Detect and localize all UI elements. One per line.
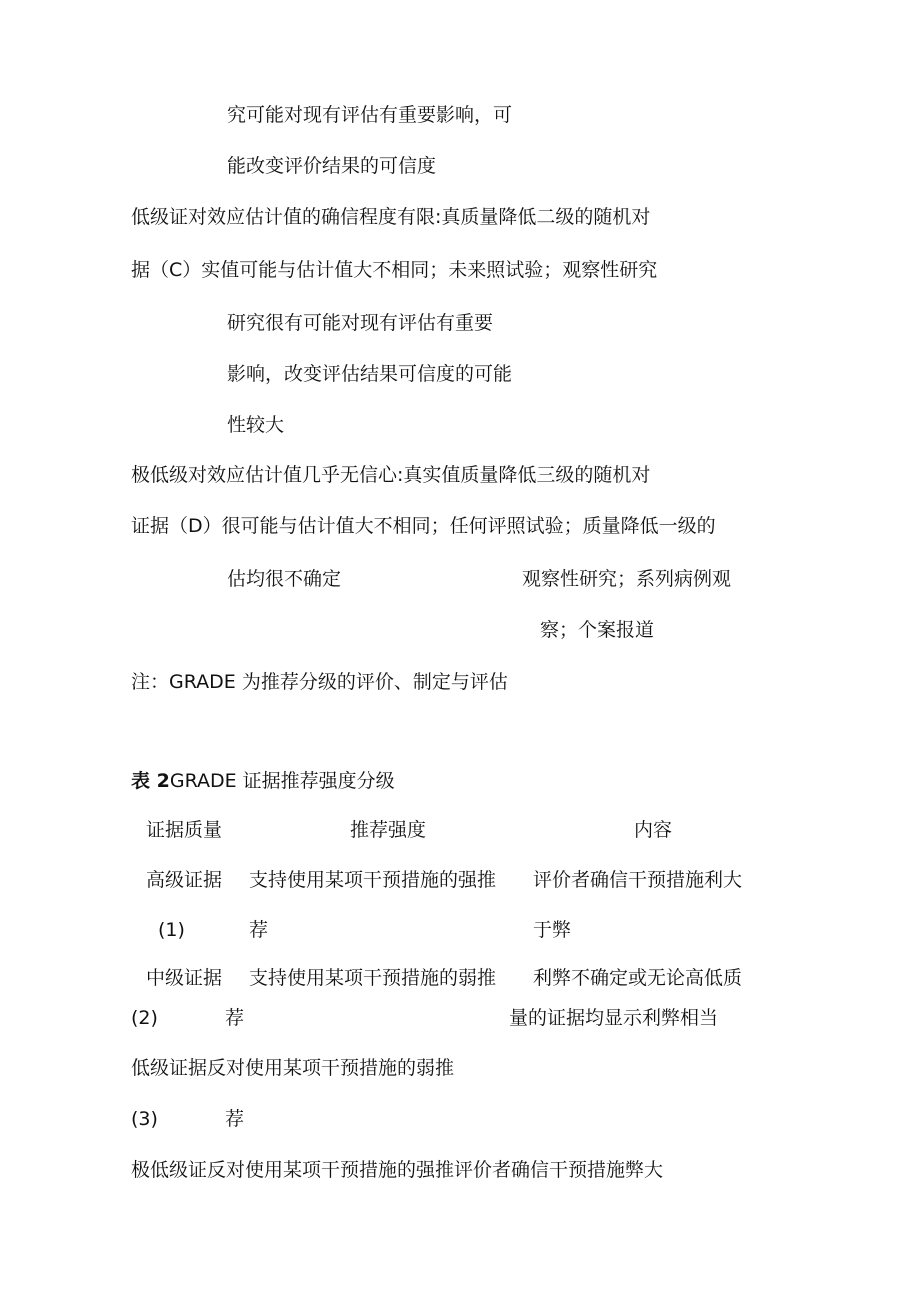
table2-cell: 极低级证反对使用某项干预措施的强推评价者确信干预措施弊大	[131, 1159, 664, 1181]
table2-cell: 中级证据	[146, 967, 223, 989]
table2-cell: (1)	[158, 919, 185, 941]
table1-text-line: 观察性研究；系列病例观	[522, 568, 732, 590]
table2-header-quality: 证据质量	[146, 819, 223, 841]
table2-cell: 支持使用某项干预措施的弱推	[249, 967, 497, 989]
table2-cell: (2)	[131, 1007, 158, 1029]
table2-cell: 高级证据	[146, 869, 223, 891]
table2-cell: 于弊	[533, 919, 572, 941]
table1-text-line: 察；个案报道	[540, 619, 655, 641]
table1-text-line: 据（C）实值可能与估计值大不相同；未来照试验；观察性研究	[131, 259, 658, 281]
table2-header-content: 内容	[634, 819, 673, 841]
table1-text-line: 证据（D）很可能与估计值大不相同；任何评照试验；质量降低一级的	[131, 515, 716, 537]
table2-title-number: 表 2	[131, 770, 170, 792]
table2-header-strength: 推荐强度	[350, 819, 427, 841]
table2-cell: (3)	[131, 1108, 158, 1130]
table2-cell: 低级证据反对使用某项干预措施的弱推	[131, 1057, 455, 1079]
table2-cell: 评价者确信干预措施利大	[533, 869, 743, 891]
table1-text-line: 性较大	[227, 414, 285, 436]
table2-title-text: GRADE 证据推荐强度分级	[169, 770, 395, 792]
table2-cell: 支持使用某项干预措施的强推	[249, 869, 497, 891]
table2-cell: 量的证据均显示利弊相当	[509, 1007, 719, 1029]
table1-text-line: 研究很有可能对现有评估有重要	[227, 312, 494, 334]
table1-text-line: 影响，改变评估结果可信度的可能	[227, 363, 513, 385]
table2-title	[131, 772, 395, 791]
table2-cell: 荐	[249, 919, 269, 941]
table1-text-line: 估均很不确定	[227, 568, 342, 590]
table1-text-line: 究可能对现有评估有重要影响，可	[227, 104, 513, 126]
table1-text-line: 低级证对效应估计值的确信程度有限:真质量降低二级的随机对	[131, 206, 651, 228]
table1-text-line: 能改变评价结果的可信度	[227, 155, 437, 177]
table2-cell: 荐	[225, 1007, 245, 1029]
table1-note: 注：GRADE 为推荐分级的评价、制定与评估	[131, 671, 508, 693]
table1-text-line: 极低级对效应估计值几乎无信心:真实值质量降低三级的随机对	[131, 464, 651, 486]
table2-cell: 利弊不确定或无论高低质	[533, 967, 743, 989]
table2-cell: 荐	[225, 1108, 245, 1130]
